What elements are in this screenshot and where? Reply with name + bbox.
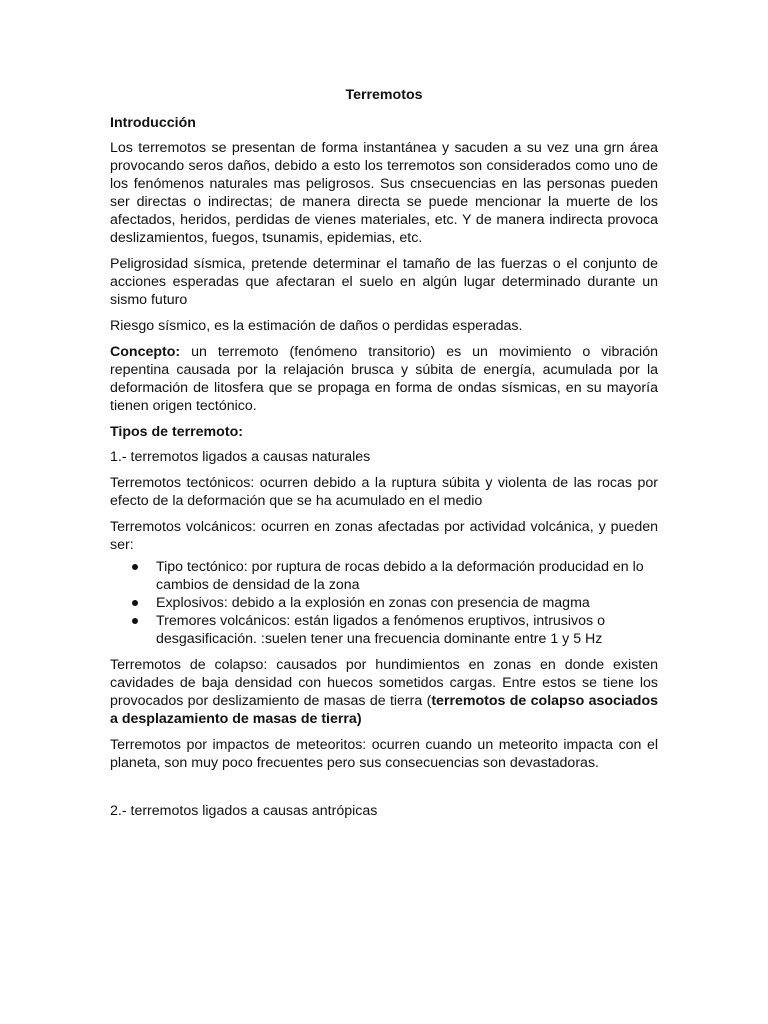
spacer [110, 780, 658, 802]
intro-heading: Introducción [110, 115, 196, 131]
natural-causes-heading: 1.- terremotos ligados a causas naturales [110, 449, 371, 465]
peligrosidad-paragraph: Peligrosidad sísmica, pretende determinar el tamaño de las fuerzas o el conjunto de acciones esperadas que afectaran el suelo en algún lugar determinado durante un sismo futuro [110, 256, 658, 308]
anthropic-causes-heading: 2.- terremotos ligados a causas antrópicas [110, 803, 378, 819]
list-item: Explosivos: debido a la explosión en zonas con presencia de magma [156, 594, 658, 612]
tectonicos-paragraph: Terremotos tectónicos: ocurren debido a la ruptura súbita y violenta de las rocas por efecto de la deformación que se ha acumulado en el medio [110, 475, 658, 509]
concepto-paragraph [110, 343, 658, 415]
meteoritos-paragraph: Terremotos por impactos de meteoritos: ocurren cuando un meteorito impacta con el planeta, son muy poco frecuentes pero sus consecuencias son devastadoras. [110, 737, 658, 771]
tipos-heading: Tipos de terremoto: [110, 424, 243, 440]
intro-paragraph: Los terremotos se presentan de forma instantánea y sacuden a su vez una grn área provocando seros daños, debido a esto los terremotos son considerados como uno de los fenómenos naturales mas peligrosos. Sus cnsecuencias en las personas pueden ser directas o indirectas; de manera directa se puede mencionar la muerte de los afectados, heridos, perdidas de vienes materiales, etc. Y de manera indirecta provoca deslizamientos, fuegos, tsunamis, epidemias, etc. [110, 140, 658, 246]
concepto-label: Concepto: [110, 344, 181, 360]
list-item: Tremores volcánicos: están ligados a fenómenos eruptivos, intrusivos o desgasificación. :suelen tener una frecuencia dominante entre 1 y 5 Hz [156, 612, 658, 648]
page-title: Terremotos [345, 87, 423, 103]
concepto-text: un terremoto (fenómeno transitorio) es un movimiento o vibración repentina causada por la relajación brusca y súbita de energía, acumulada por la deformación de litosfera que se propaga en forma de ondas sísmicas, en su mayoría tienen origen tectónico. [110, 344, 658, 414]
volcanicos-paragraph: Terremotos volcánicos: ocurren en zonas afectadas por actividad volcánica, y pueden ser: [110, 519, 658, 553]
bullet-icon [132, 618, 138, 624]
colapso-paragraph [110, 656, 658, 728]
document-body [110, 86, 658, 828]
list-item: Tipo tectónico: por ruptura de rocas debido a la deformación producidad en lo cambios de densidad de la zona [156, 558, 658, 594]
colapso-text: Terremotos de colapso: causados por hundimientos en zonas en donde existen cavidades de baja densidad con huecos sometidos cargas. Entre estos se tiene los provocados por deslizamiento de masas de tierra ( [110, 657, 658, 709]
colapso-bold: terremotos de colapso asociados a desplazamiento de masas de tierra) [110, 693, 658, 727]
bullet-icon [132, 600, 138, 606]
bullet-icon [132, 564, 138, 570]
riesgo-paragraph: Riesgo sísmico, es la estimación de daños o perdidas esperadas. [110, 318, 523, 334]
volcanic-types-list [110, 558, 658, 648]
